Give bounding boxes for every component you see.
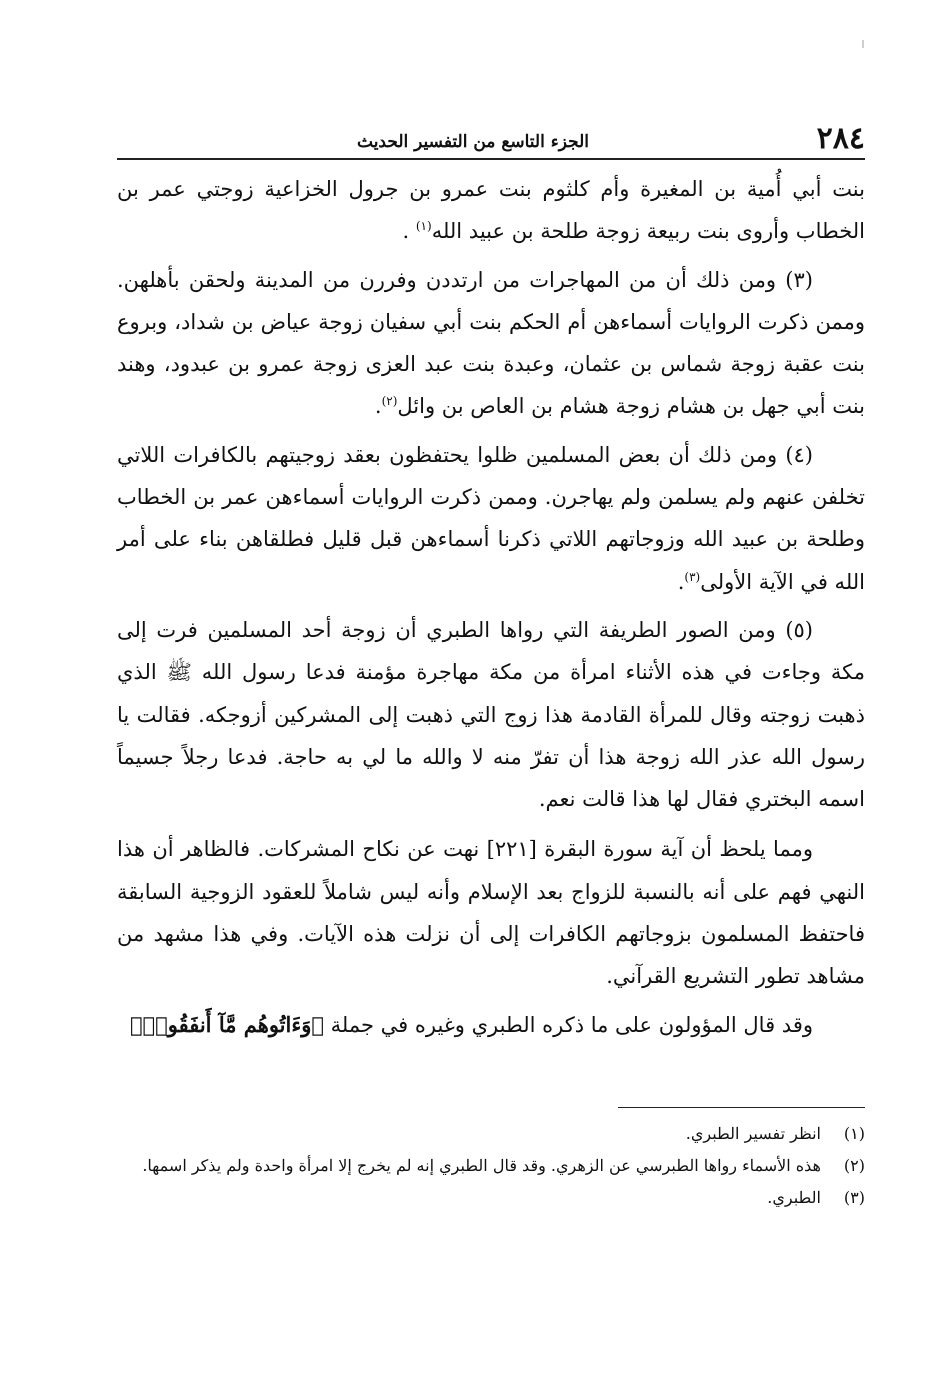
- footnote-rule: [618, 1107, 865, 1108]
- paragraph-text: (٥) ومن الصور الطريفة التي رواها الطبري أن زوجة أحد المسلمين فرت إلى مكة وجاءت في هذه الأثناء امرأة من مكة مهاجرة مؤمنة فدعا رسول الله ﷺ الذي ذهبت زوجته وقال للمرأة القادمة هذا زوج التي ذهبت إلى المشركين أزوجكه. فقالت يا رسول الله عذر الله زوجة هذا أن تفرّ منه لا والله ما لي به حاجة. فدعا رجلاً جسيماً اسمه البختري فقال لها هذا قالت نعم.: [117, 617, 865, 812]
- main-text: [117, 168, 865, 1052]
- paragraph-tail: .: [374, 394, 382, 419]
- paragraph-6: [117, 1004, 865, 1046]
- paragraph-2: [117, 259, 865, 428]
- quran-quote: ﴿وَءَاتُوهُم مَّآ أَنفَقُوا۟﴾: [129, 1011, 324, 1037]
- page-number: ٢٨٤: [816, 121, 865, 156]
- paragraph-3: [117, 434, 865, 603]
- paragraph-tail: .: [677, 569, 685, 594]
- footnote-number: (٣): [843, 1188, 865, 1207]
- footnote-3: [117, 1182, 865, 1214]
- footnote-text: هذه الأسماء رواها الطبرسي عن الزهري. وقد قال الطبري إنه لم يخرج إلا امرأة واحدة ولم يذكر اسمها.: [142, 1156, 821, 1175]
- footnote-text: انظر تفسير الطبري.: [685, 1124, 821, 1143]
- paragraph-text: بنت أبي أُمية بن المغيرة وأم كلثوم بنت عمرو بن جرول الخزاعية زوجتي عمر بن الخطاب وأروى بنت ربيعة زوجة طلحة بن عبيد الله: [117, 177, 865, 244]
- paragraph-5: [117, 828, 865, 997]
- paragraph-text: (٣) ومن ذلك أن من المهاجرات من ارتددن وفررن من المدينة ولحقن بأهلهن. وممن ذكرت الروايات أسماءهن أم الحكم بنت أبي سفيان زوجة عياض بن شداد، وبروع بنت عقبة زوجة شماس بن عثمان، وعبدة بنت عبد العزى زوجة عمرو بن عبدود، وهند بنت أبي جهل بن هشام زوجة هشام بن العاص بن وائل: [117, 267, 865, 419]
- header-rule: [117, 158, 865, 160]
- footnote-ref: (١): [415, 219, 432, 234]
- paragraph-text: ومما يلحظ أن آية سورة البقرة [٢٢١] نهت عن نكاح المشركات. فالظاهر أن هذا النهي فهم على أنه بالنسبة للزواج بعد الإسلام وأنه ليس شاملاً للعقود الزوجية السابقة فاحتفظ المسلمون بزوجاتهم الكافرات إلى أن نزلت هذه الآيات. وفي هذا مشهد من مشاهد تطور التشريع القرآني.: [117, 837, 865, 989]
- running-title: الجزء التاسع من التفسير الحديث: [357, 132, 590, 152]
- footnote-2: [117, 1150, 865, 1182]
- paragraph-text: (٤) ومن ذلك أن بعض المسلمين ظلوا يحتفظون بعقد زوجيتهم بالكافرات اللاتي تخلفن عنهم ولم يسلمن ولم يهاجرن. وممن ذكرت الروايات أسماءهن عمر بن الخطاب وطلحة بن عبيد الله وزوجاتهم اللاتي ذكرنا أسماءهن قبل قليل فطلقاهن بناء على أمر الله في الآية الأولى: [117, 442, 865, 594]
- footnote-ref: (٢): [381, 394, 398, 409]
- footnotes: [117, 1118, 865, 1214]
- footnote-number: (١): [843, 1124, 865, 1143]
- footnote-ref: (٣): [684, 569, 701, 584]
- footnote-text: الطبري.: [767, 1188, 821, 1207]
- paragraph-tail: .: [402, 219, 416, 244]
- paragraph-1: [117, 168, 865, 253]
- paragraph-text: وقد قال المؤولون على ما ذكره الطبري وغيره في جملة: [330, 1012, 813, 1037]
- footnote-number: (٢): [843, 1156, 865, 1175]
- scan-mark: [862, 40, 864, 48]
- footnote-1: [117, 1118, 865, 1150]
- paragraph-4: [117, 609, 865, 820]
- running-head: [117, 120, 865, 156]
